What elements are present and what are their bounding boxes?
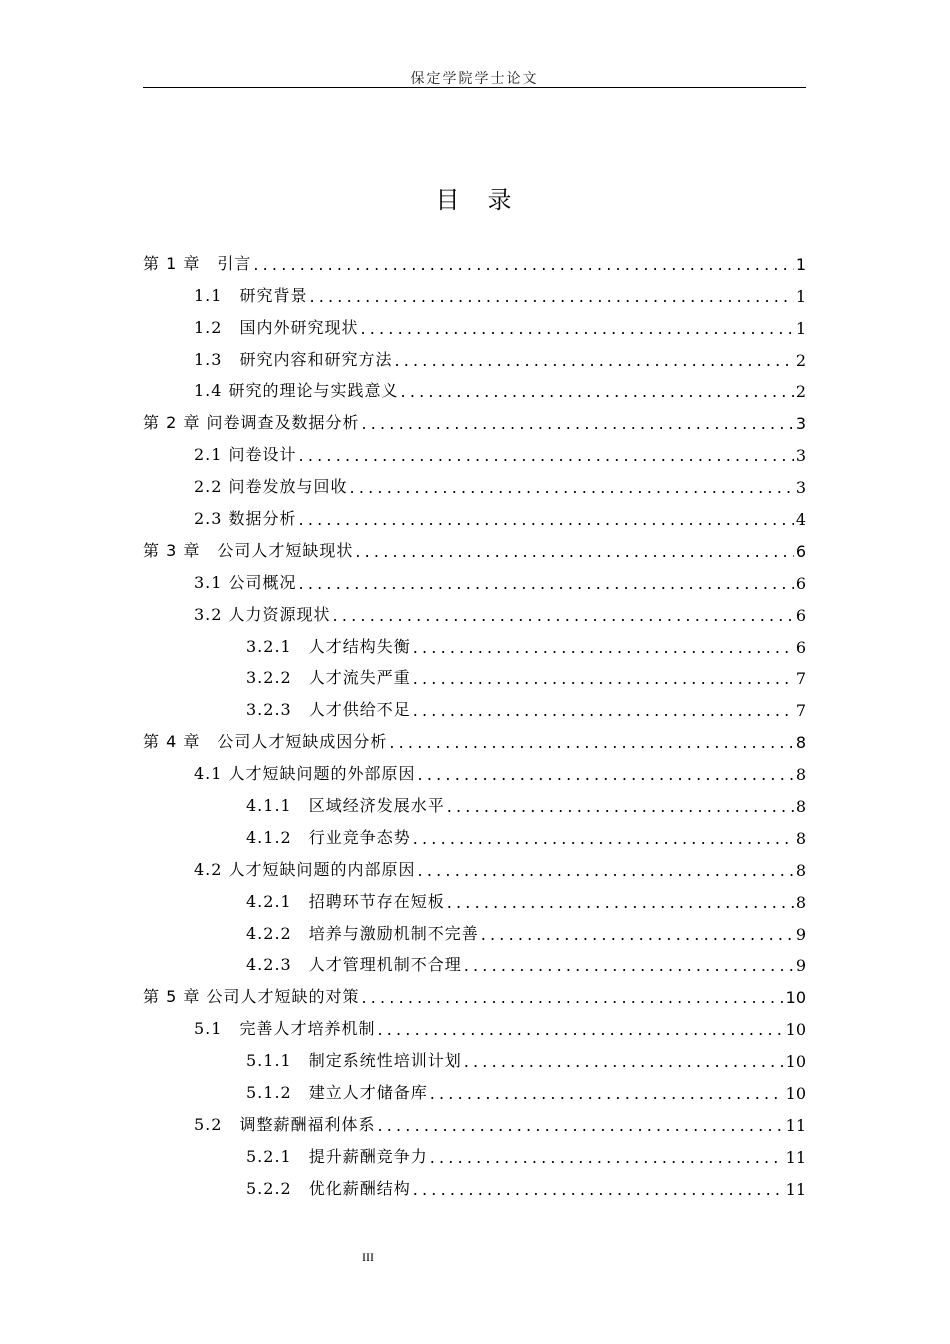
toc-section-entry[interactable]	[143, 469, 806, 501]
toc-entry-label: 1.2 国内外研究现状	[194, 317, 359, 337]
toc-entry-label: 3.2.1 人才结构失衡	[246, 636, 411, 656]
header-rule	[143, 87, 806, 88]
toc-section-entry[interactable]	[143, 565, 806, 597]
running-header: 保定学院学士论文	[410, 71, 539, 87]
toc-entry-page: 11	[785, 1179, 806, 1199]
toc-entry-label: 5.1.1 制定系统性培训计划	[246, 1051, 462, 1071]
dot-leader	[430, 1148, 784, 1167]
toc-entry-label: 第 3 章 公司人才短缺现状	[143, 540, 354, 560]
toc-chapter-entry[interactable]	[143, 533, 806, 565]
toc-entry-label: 4.2.2 培养与激励机制不完善	[246, 923, 479, 943]
toc-entry-label: 4.2 人才短缺问题的内部原因	[194, 859, 416, 879]
toc-entry-label: 2.1 问卷设计	[194, 445, 297, 465]
toc-entry-page: 7	[795, 669, 806, 689]
toc-entry-label: 5.1.2 建立人才储备库	[246, 1083, 428, 1103]
page-number: III	[362, 1250, 374, 1264]
toc-entry-label: 1.4 研究的理论与实践意义	[194, 381, 399, 401]
dot-leader	[418, 765, 794, 784]
toc-chapter-entry[interactable]	[143, 246, 806, 278]
toc-section-entry[interactable]	[143, 692, 806, 724]
toc-section-entry[interactable]	[143, 884, 806, 916]
toc-entry-page: 10	[785, 1084, 806, 1104]
toc-section-entry[interactable]	[143, 629, 806, 661]
toc-section-entry[interactable]	[143, 1011, 806, 1043]
toc-entry-page: 1	[795, 254, 806, 274]
toc-entry-page: 8	[795, 765, 806, 785]
toc-section-entry[interactable]	[143, 1171, 806, 1203]
dot-leader	[413, 1180, 784, 1199]
toc-entry-page: 8	[795, 860, 806, 880]
dot-leader	[309, 287, 793, 306]
dot-leader	[361, 414, 793, 433]
toc-entry-page: 4	[795, 510, 806, 530]
toc-section-entry[interactable]	[143, 788, 806, 820]
toc-section-entry[interactable]	[143, 948, 806, 980]
toc-section-entry[interactable]	[143, 820, 806, 852]
toc-section-entry[interactable]	[143, 852, 806, 884]
toc-section-entry[interactable]	[143, 278, 806, 310]
toc-entry-label: 3.1 公司概况	[194, 572, 297, 592]
dot-leader	[355, 542, 793, 561]
toc-entry-label: 3.2.2 人才流失严重	[246, 668, 411, 688]
toc-entry-page: 7	[795, 701, 806, 721]
toc-entry-page: 1	[795, 318, 806, 338]
toc-entry-page: 8	[795, 797, 806, 817]
dot-leader	[401, 382, 794, 401]
dot-leader	[299, 510, 794, 529]
dot-leader	[333, 606, 794, 625]
toc-entry-label: 5.2.2 优化薪酬结构	[246, 1178, 411, 1198]
dot-leader	[299, 446, 794, 465]
dot-leader	[413, 829, 794, 848]
toc-entry-page: 1	[795, 286, 806, 306]
toc-entry-page: 10	[785, 988, 806, 1008]
toc-section-entry[interactable]	[143, 1139, 806, 1171]
toc-entry-page: 2	[795, 350, 806, 370]
toc-section-entry[interactable]	[143, 310, 806, 342]
toc-entry-page: 3	[795, 446, 806, 466]
dot-leader	[389, 733, 793, 752]
toc-entry-label: 2.3 数据分析	[194, 509, 297, 529]
toc-entry-page: 6	[795, 573, 806, 593]
toc-entry-page: 2	[795, 382, 806, 402]
dot-leader	[447, 893, 794, 912]
toc-entry-label: 3.2.3 人才供给不足	[246, 700, 411, 720]
dot-leader	[464, 956, 794, 975]
dot-leader	[464, 1052, 784, 1071]
toc-entry-label: 1.1 研究背景	[194, 285, 308, 305]
toc-section-entry[interactable]	[143, 374, 806, 406]
toc-entry-page: 6	[795, 637, 806, 657]
toc-entry-label: 第 2 章 问卷调查及数据分析	[143, 413, 360, 433]
toc-section-entry[interactable]	[143, 661, 806, 693]
toc-entry-page: 9	[795, 924, 806, 944]
toc-entry-label: 第 1 章 引言	[143, 253, 252, 273]
toc-section-entry[interactable]	[143, 597, 806, 629]
toc-entry-page: 6	[795, 541, 806, 561]
toc-section-entry[interactable]	[143, 342, 806, 374]
toc-entry-label: 4.1.1 区域经济发展水平	[246, 796, 445, 816]
toc-section-entry[interactable]	[143, 1107, 806, 1139]
toc-entry-label: 第 5 章 公司人才短缺的对策	[143, 987, 360, 1007]
toc-entry-label: 5.1 完善人才培养机制	[194, 1019, 376, 1039]
dot-leader	[413, 669, 794, 688]
toc-title: 目 录	[435, 186, 514, 214]
dot-leader	[413, 638, 794, 657]
toc-section-entry[interactable]	[143, 1043, 806, 1075]
toc-entry-page: 10	[785, 1052, 806, 1072]
toc-entry-page: 8	[795, 892, 806, 912]
toc-section-entry[interactable]	[143, 1075, 806, 1107]
toc-section-entry[interactable]	[143, 916, 806, 948]
toc-entry-page: 3	[795, 414, 806, 434]
toc-entry-label: 2.2 问卷发放与回收	[194, 477, 348, 497]
toc-chapter-entry[interactable]	[143, 979, 806, 1011]
dot-leader	[299, 574, 794, 593]
toc-chapter-entry[interactable]	[143, 405, 806, 437]
toc-entry-page: 3	[795, 478, 806, 498]
table-of-contents	[143, 246, 806, 1203]
toc-entry-label: 5.2.1 提升薪酬竞争力	[246, 1146, 428, 1166]
dot-leader	[394, 351, 793, 370]
toc-entry-label: 4.2.3 人才管理机制不合理	[246, 955, 462, 975]
toc-entry-page: 11	[785, 1147, 806, 1167]
toc-section-entry[interactable]	[143, 756, 806, 788]
dot-leader	[360, 319, 793, 338]
toc-entry-label: 1.3 研究内容和研究方法	[194, 349, 393, 369]
toc-entry-label: 5.2 调整薪酬福利体系	[194, 1114, 376, 1134]
dot-leader	[361, 988, 783, 1007]
toc-entry-page: 8	[795, 828, 806, 848]
dot-leader	[350, 478, 794, 497]
toc-entry-page: 8	[795, 733, 806, 753]
dot-leader	[481, 925, 794, 944]
toc-entry-label: 4.1 人才短缺问题的外部原因	[194, 764, 416, 784]
toc-entry-label: 3.2 人力资源现状	[194, 604, 331, 624]
dot-leader	[413, 701, 794, 720]
dot-leader	[377, 1020, 783, 1039]
toc-entry-page: 6	[795, 605, 806, 625]
toc-entry-page: 10	[785, 1020, 806, 1040]
toc-section-entry[interactable]	[143, 437, 806, 469]
dot-leader	[447, 797, 794, 816]
dot-leader	[418, 861, 794, 880]
toc-entry-page: 11	[785, 1115, 806, 1135]
dot-leader	[253, 255, 793, 274]
toc-entry-page: 9	[795, 956, 806, 976]
dot-leader	[430, 1084, 784, 1103]
toc-chapter-entry[interactable]	[143, 724, 806, 756]
dot-leader	[377, 1116, 783, 1135]
toc-entry-label: 4.1.2 行业竞争态势	[246, 827, 411, 847]
toc-entry-label: 第 4 章 公司人才短缺成因分析	[143, 732, 388, 752]
toc-section-entry[interactable]	[143, 501, 806, 533]
toc-entry-label: 4.2.1 招聘环节存在短板	[246, 891, 445, 911]
